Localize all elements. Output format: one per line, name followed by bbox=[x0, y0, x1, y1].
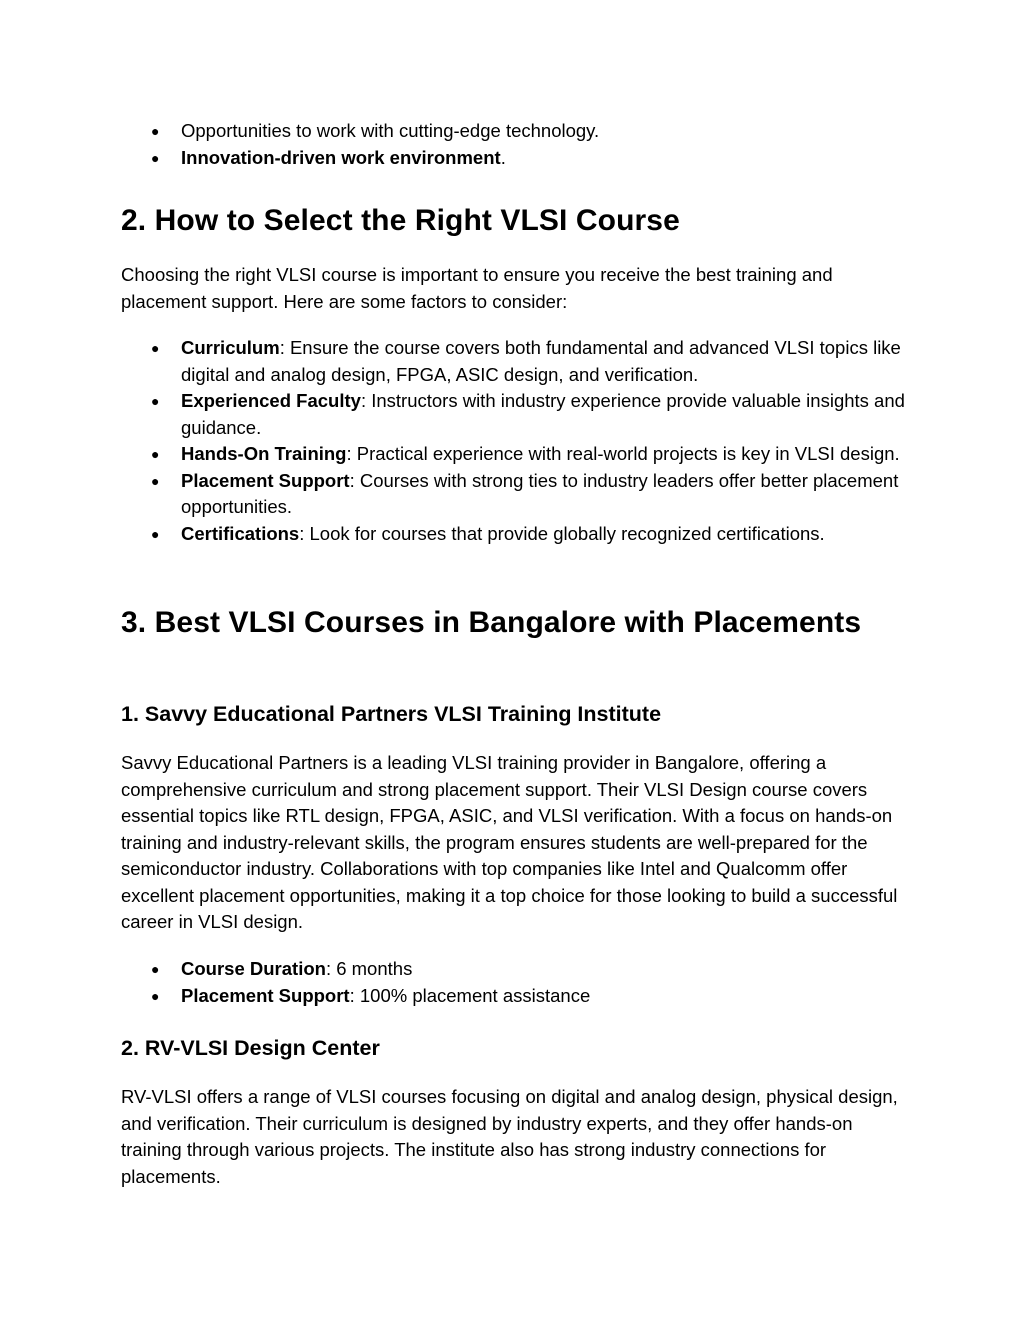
institute-2-paragraph: RV-VLSI offers a range of VLSI courses focusing on digital and analog design, physical design, and verification. Their curriculum is designed by industry experts, and they offer hands-on training through various projects. The institute also has strong industry connections for placements. bbox=[121, 1086, 898, 1187]
list-item bbox=[121, 335, 911, 388]
list-item-bold: Placement Support bbox=[181, 469, 350, 491]
list-item-text: . bbox=[500, 146, 506, 168]
list-item-bold: Certifications bbox=[181, 522, 300, 544]
bullet-icon: ● bbox=[151, 393, 160, 409]
list-item bbox=[121, 521, 911, 548]
bullet-icon: ● bbox=[151, 472, 160, 489]
list-item bbox=[121, 468, 911, 521]
section-2-paragraph: Choosing the right VLSI course is important to ensure you receive the best training and placement support. Here are some factors to consider: bbox=[121, 264, 833, 312]
section-3-heading: 3. Best VLSI Courses in Bangalore with Placements bbox=[121, 606, 862, 639]
bullet-icon: ● bbox=[151, 961, 160, 977]
section-2-heading: 2. How to Select the Right VLSI Course bbox=[121, 204, 680, 237]
list-item bbox=[121, 118, 911, 145]
list-item-text: : Ensure the course covers both fundamental and advanced VLSI topics like digital and analog design, FPGA, ASIC design, and verification. bbox=[181, 337, 901, 385]
bullet-icon: ● bbox=[151, 340, 160, 356]
bullet-icon: ● bbox=[151, 525, 160, 542]
list-item bbox=[121, 145, 911, 172]
list-item-bold: Placement Support bbox=[181, 984, 350, 1006]
list-item-text: : Instructors with industry experience provide valuable insights and guidance. bbox=[181, 390, 905, 438]
bullet-icon: ● bbox=[151, 987, 160, 1004]
list-item bbox=[121, 983, 911, 1010]
list-item-text: : Look for courses that provide globally recognized certifications. bbox=[299, 522, 825, 544]
list-item bbox=[121, 441, 911, 468]
factors-bullet-list bbox=[121, 335, 911, 547]
bullet-icon: ● bbox=[151, 446, 160, 462]
list-item-bold: Innovation-driven work environment bbox=[181, 146, 501, 168]
list-item-bold: Hands-On Training bbox=[181, 443, 347, 464]
institute-1-heading: 1. Savvy Educational Partners VLSI Training Institute bbox=[121, 702, 662, 726]
list-item-text: Opportunities to work with cutting-edge technology. bbox=[181, 120, 600, 141]
bullet-icon: ● bbox=[151, 149, 160, 166]
bullet-icon: ● bbox=[151, 123, 160, 139]
list-item-bold: Experienced Faculty bbox=[181, 390, 361, 411]
list-item-text: : 6 months bbox=[325, 958, 413, 979]
list-item-text: : Practical experience with real-world projects is key in VLSI design. bbox=[346, 443, 900, 464]
list-item bbox=[121, 388, 911, 441]
institute-1-bullet-list bbox=[121, 956, 911, 1009]
institute-2-heading: 2. RV-VLSI Design Center bbox=[121, 1036, 380, 1060]
list-item-bold: Curriculum bbox=[181, 337, 280, 358]
intro-bullet-list bbox=[121, 118, 911, 171]
list-item-bold: Course Duration bbox=[181, 958, 326, 979]
list-item-text: : 100% placement assistance bbox=[349, 984, 591, 1006]
institute-1-paragraph: Savvy Educational Partners is a leading VLSI training provider in Bangalore, offering a comprehensive curriculum and strong placement support. Their VLSI Design course covers essential topics like RTL design, FPGA, ASIC, and VLSI verification. With a focus on hands-on training and industry-relevant skills, the program ensures students are well-prepared for the semiconductor industry. Collaborations with top companies like Intel and Qualcomm offer excellent placement opportunities, making it a top choice for those looking to build a successful career in VLSI design. bbox=[121, 752, 898, 932]
list-item bbox=[121, 956, 911, 983]
list-item-text: : Courses with strong ties to industry leaders offer better placement opportunities. bbox=[181, 469, 899, 517]
